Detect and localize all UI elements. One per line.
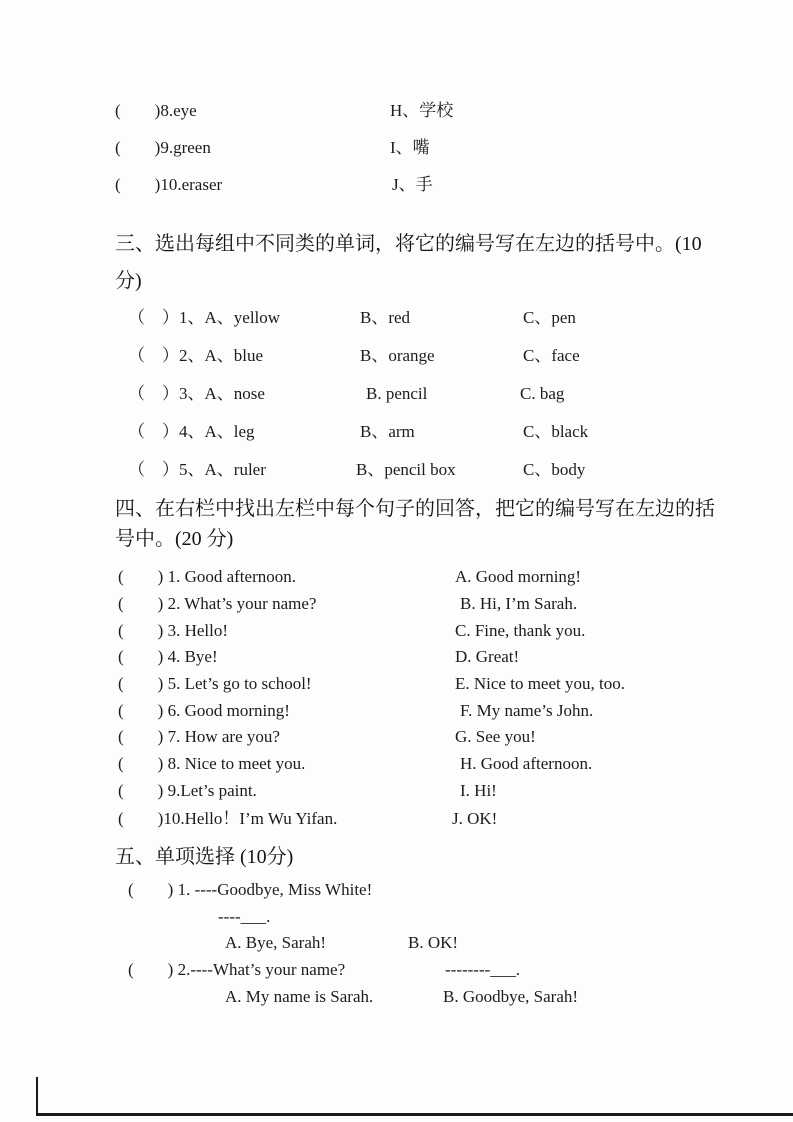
s5-q1-option-a: A. Bye, Sarah! — [225, 933, 327, 952]
section4-heading-line1: 四、在右栏中找出左栏中每个句子的回答，把它的编号写在左边的括 — [115, 498, 715, 520]
s3-item-b: B、orange — [360, 346, 435, 365]
matching-left: ( )8.eye — [115, 101, 197, 120]
s4-right: A. Good morning! — [455, 567, 582, 586]
matching-right: I、嘴 — [390, 138, 430, 157]
page-edge-horizontal-line — [36, 1113, 793, 1116]
s4-right: C. Fine, thank you. — [455, 621, 586, 640]
matching-left: ( )9.green — [115, 138, 211, 157]
s4-left: ( ) 8. Nice to meet you. — [118, 754, 306, 773]
s4-left: ( ) 3. Hello! — [118, 621, 229, 640]
s4-right: H. Good afternoon. — [460, 754, 593, 773]
s4-left: ( ) 9.Let’s paint. — [118, 781, 257, 800]
s3-item-c: C、face — [523, 346, 580, 365]
s3-item-a: （ ）2、A、blue — [128, 346, 264, 365]
section5-heading: 五、单项选择 (10分) — [115, 846, 294, 868]
s5-q1-line2: ----___. — [218, 907, 271, 926]
s4-left: ( ) 6. Good morning! — [118, 701, 290, 720]
s3-item-a: （ ）1、A、yellow — [128, 308, 281, 327]
s3-item-b: B、red — [360, 308, 411, 327]
s4-right: J. OK! — [452, 809, 498, 828]
s3-item-b: B、arm — [360, 422, 415, 441]
s4-left: ( ) 1. Good afternoon. — [118, 567, 296, 586]
s4-right: B. Hi, I’m Sarah. — [460, 594, 578, 613]
section3-heading-line2: 分) — [115, 270, 142, 292]
s5-q2-option-a: A. My name is Sarah. — [225, 987, 374, 1006]
s3-item-c: C、black — [523, 422, 589, 441]
s4-left: ( ) 5. Let’s go to school! — [118, 674, 312, 693]
s3-item-b: B. pencil — [366, 384, 428, 403]
s5-q1-option-b: B. OK! — [408, 933, 459, 952]
matching-right: H、学校 — [390, 101, 454, 120]
matching-right: J、手 — [392, 175, 433, 194]
s3-item-c: C、body — [523, 460, 586, 479]
s5-q2-option-b: B. Goodbye, Sarah! — [443, 987, 579, 1006]
matching-left: ( )10.eraser — [115, 175, 223, 194]
s4-right: G. See you! — [455, 727, 536, 746]
s4-left: ( ) 4. Bye! — [118, 647, 218, 666]
s3-item-a: （ ）4、A、leg — [128, 422, 255, 441]
s4-right: D. Great! — [455, 647, 520, 666]
s4-right: E. Nice to meet you, too. — [455, 674, 625, 693]
s4-left: ( )10.Hello！I’m Wu Yifan. — [118, 809, 338, 828]
s3-item-b: B、pencil box — [356, 460, 456, 479]
s3-item-c: C、pen — [523, 308, 576, 327]
s4-left: ( ) 7. How are you? — [118, 727, 280, 746]
s4-left: ( ) 2. What’s your name? — [118, 594, 317, 613]
s3-item-a: （ ）5、A、ruler — [128, 460, 266, 479]
section4-heading-line2: 号中。(20 分) — [115, 528, 234, 550]
s5-q2-line1: ( ) 2.----What’s your name? — [128, 960, 346, 979]
s4-right: I. Hi! — [460, 781, 497, 800]
s3-item-c: C. bag — [520, 384, 565, 403]
page-edge-vertical-line — [36, 1077, 38, 1115]
section3-heading-line1: 三、选出每组中不同类的单词，将它的编号写在左边的括号中。(10 — [115, 233, 702, 255]
s3-item-a: （ ）3、A、nose — [128, 384, 265, 403]
s4-right: F. My name’s John. — [460, 701, 594, 720]
s5-q2-blank: --------___. — [445, 960, 521, 979]
s5-q1-line1: ( ) 1. ----Goodbye, Miss White! — [128, 880, 373, 899]
